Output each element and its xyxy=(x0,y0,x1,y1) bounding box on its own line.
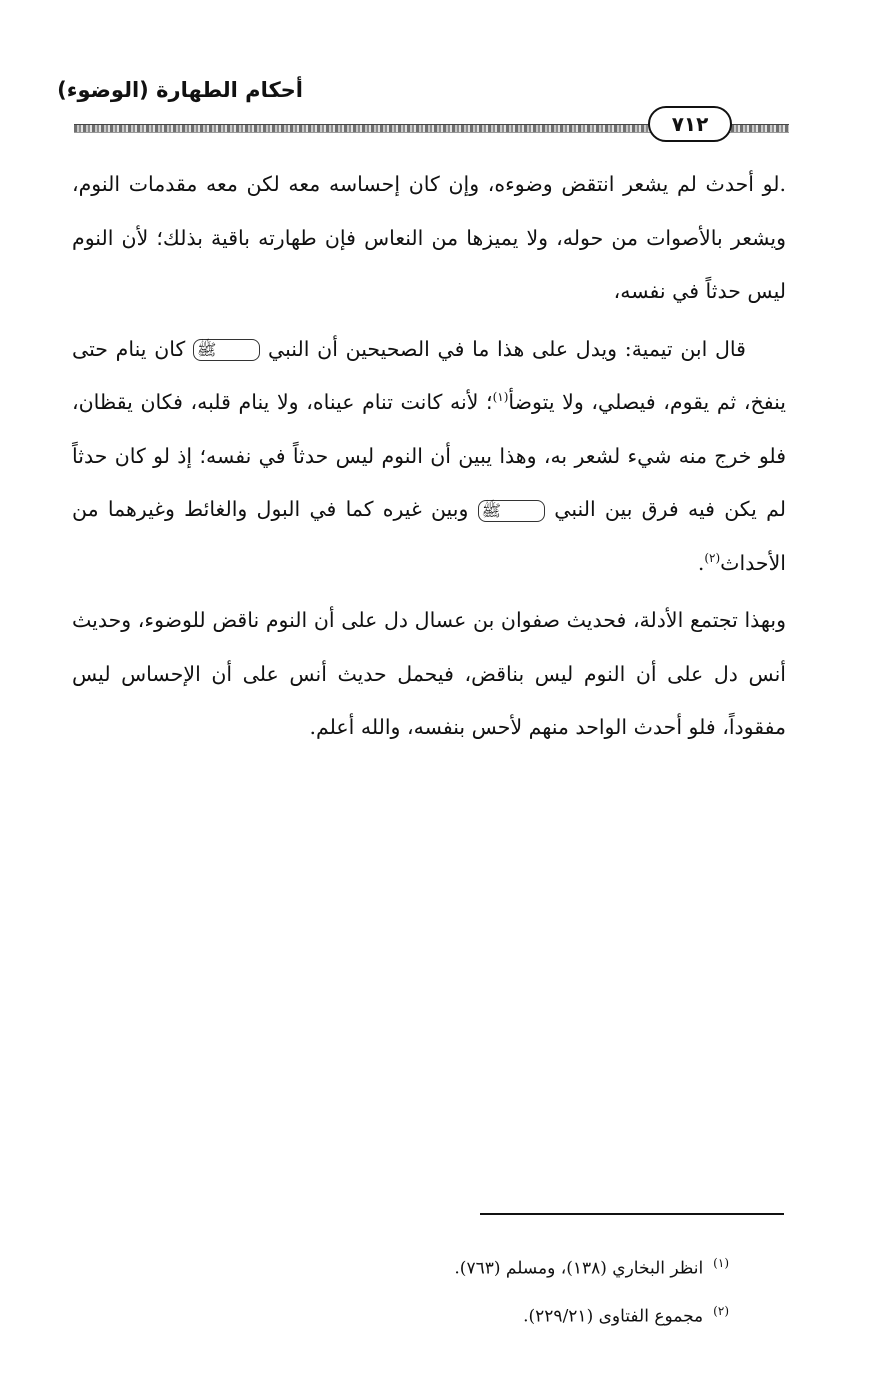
paragraph-2-end: . xyxy=(697,550,705,575)
footnote-text: انظر البخاري (١٣٨)، ومسلم (٧٦٣). xyxy=(454,1258,704,1279)
footnote-separator xyxy=(480,1213,784,1215)
page-number: ٧١٢ xyxy=(648,106,732,142)
footnote-number: (١) xyxy=(713,1256,729,1270)
paragraph-2-part-a: قال ابن تيمية: ويدل على هذا ما في الصحيحين أن النبي xyxy=(268,336,746,361)
paragraph-1: .لو أحدث لم يشعر انتقض وضوءه، وإن كان إحساسه معه لكن معه مقدمات النوم، ويشعر بالأصوات من حوله، ولا يميزها من النعاس فإن طهارته باقية بذلك؛ لأن النوم ليس حدثاً في نفسه، xyxy=(72,172,786,303)
body-text xyxy=(72,158,786,759)
running-title: أحكام الطهارة (الوضوء) xyxy=(57,78,303,102)
footnote-number: (٢) xyxy=(713,1303,729,1318)
paragraph-2-part-d: وبين غيره كما في البول والغائط وغيرهما من الأحداث xyxy=(72,497,786,575)
paragraph-2 xyxy=(72,323,786,591)
footnote-text: مجموع الفتاوى (٢٢٩/٢١). xyxy=(523,1306,704,1327)
paragraph-2-part-b: كان ينام حتى ينفخ، ثم يقوم، فيصلي، ولا يتوضأ xyxy=(72,336,786,414)
footnote-1 xyxy=(129,1242,729,1290)
paragraph-3: وبهذا تجتمع الأدلة، فحديث صفوان بن عسال دل على أن النوم ناقض للوضوء، وحديث أنس دل على أن النوم ليس بناقض، فيحمل حديث أنس على أن الإحساس ليس مفقوداً، فلو أحدث الواحد منهم لأحس بنفسه، والله أعلم. xyxy=(72,608,786,739)
honorific-glyph-icon: ﷺ xyxy=(478,500,545,522)
paragraph-2-part-c: ؛ لأنه كانت تنام عيناه، ولا ينام قلبه، فكان يقظان، فلو خرج منه شيء لشعر به، وهذا يبين أن النوم ليس حدثاً في نفسه؛ إذ لو كان حدثاً لم يكن فيه فرق بين النبي xyxy=(72,390,786,521)
footnote-ref-1[interactable]: (١) xyxy=(492,390,509,405)
honorific-glyph-icon: ﷺ xyxy=(193,339,260,361)
footnote-ref-2[interactable]: (٢) xyxy=(704,550,721,565)
footnotes xyxy=(129,1242,729,1337)
footnote-2 xyxy=(129,1290,729,1338)
